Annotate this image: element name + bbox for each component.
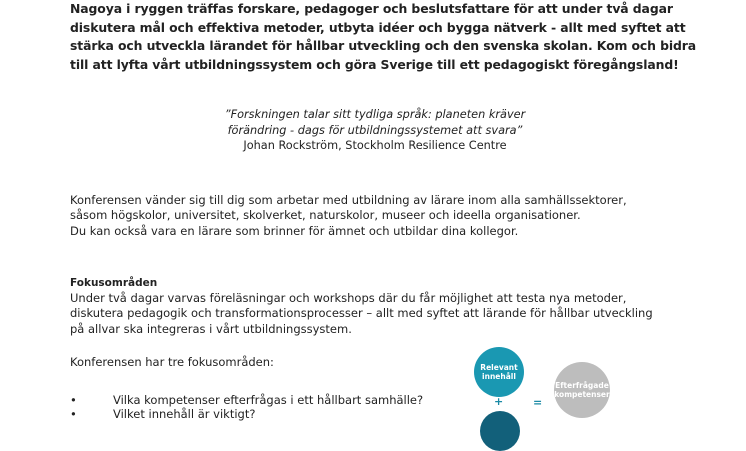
audience-line: såsom högskolor, universitet, skolverket, naturskolor, museer och ideella organisationer. bbox=[70, 208, 581, 223]
bullet-icon: • bbox=[70, 407, 77, 421]
intro-paragraph bbox=[70, 0, 697, 74]
intro-line: diskutera mål och effektiva metoder, utbyta idéer och bygga nätverk - allt med syftet att bbox=[70, 19, 686, 35]
audience-line: Konferensen vänder sig till dig som arbetar med utbildning av lärare inom alla samhällssektorer, bbox=[70, 193, 627, 207]
audience-line: Du kan också vara en lärare som brinner för ämnet och utbildar dina kollegor. bbox=[70, 223, 519, 238]
focus-intro: Konferensen har tre fokusområden: bbox=[70, 355, 274, 369]
bullet-text: Vilka kompetenser efterfrågas i ett hållbart samhälle? bbox=[113, 393, 424, 407]
intro-line: Nagoya i ryggen träffas forskare, pedagoger och beslutsfattare för att under två dagar bbox=[70, 1, 673, 16]
circle-label: Efterfrågade bbox=[555, 381, 609, 390]
focus-paragraph bbox=[70, 291, 690, 337]
focus-heading: Fokusområden bbox=[70, 277, 158, 289]
bullet-icon: • bbox=[70, 393, 77, 407]
quote-author: Johan Rockström, Stockholm Resilience Centre bbox=[243, 139, 507, 152]
focus-line: diskutera pedagogik och transformationsprocesser – allt med syftet att lärande för hållbar utveckling bbox=[70, 306, 653, 321]
circle-label: Relevant bbox=[480, 363, 518, 372]
equals-icon: = bbox=[533, 396, 543, 409]
quote-line: ”Forskningen talar sitt tydliga språk: planeten kräver bbox=[224, 108, 526, 121]
focus-diagram bbox=[470, 340, 610, 419]
quote-line: förändring - dags för utbildningssystemet att svara” bbox=[227, 123, 523, 137]
audience-paragraph bbox=[70, 193, 690, 239]
relevant-content-circle bbox=[474, 347, 524, 397]
list-item bbox=[70, 393, 423, 407]
focus-line: på allvar ska integreras i vårt utbildningssystem. bbox=[70, 321, 352, 336]
focus-line: Under två dagar varvas föreläsningar och workshops där du får möjlighet att testa nya metoder, bbox=[70, 291, 627, 305]
focus-bullet-list bbox=[70, 393, 423, 421]
intro-line: till att lyfta vårt utbildningssystem och göra Sverige till ett pedagogiskt föregångsland! bbox=[70, 56, 679, 72]
plus-icon: + bbox=[494, 395, 504, 408]
bullet-text: Vilket innehåll är viktigt? bbox=[113, 407, 256, 421]
intro-line: stärka och utveckla lärandet för hållbar utveckling och den svenska skolan. Kom och bidra bbox=[70, 38, 697, 53]
quote-block bbox=[210, 107, 540, 154]
circle-label: innehåll bbox=[482, 372, 516, 381]
second-circle bbox=[480, 411, 520, 451]
requested-competences-circle bbox=[554, 362, 610, 418]
circle-label: kompetenser bbox=[554, 390, 610, 399]
